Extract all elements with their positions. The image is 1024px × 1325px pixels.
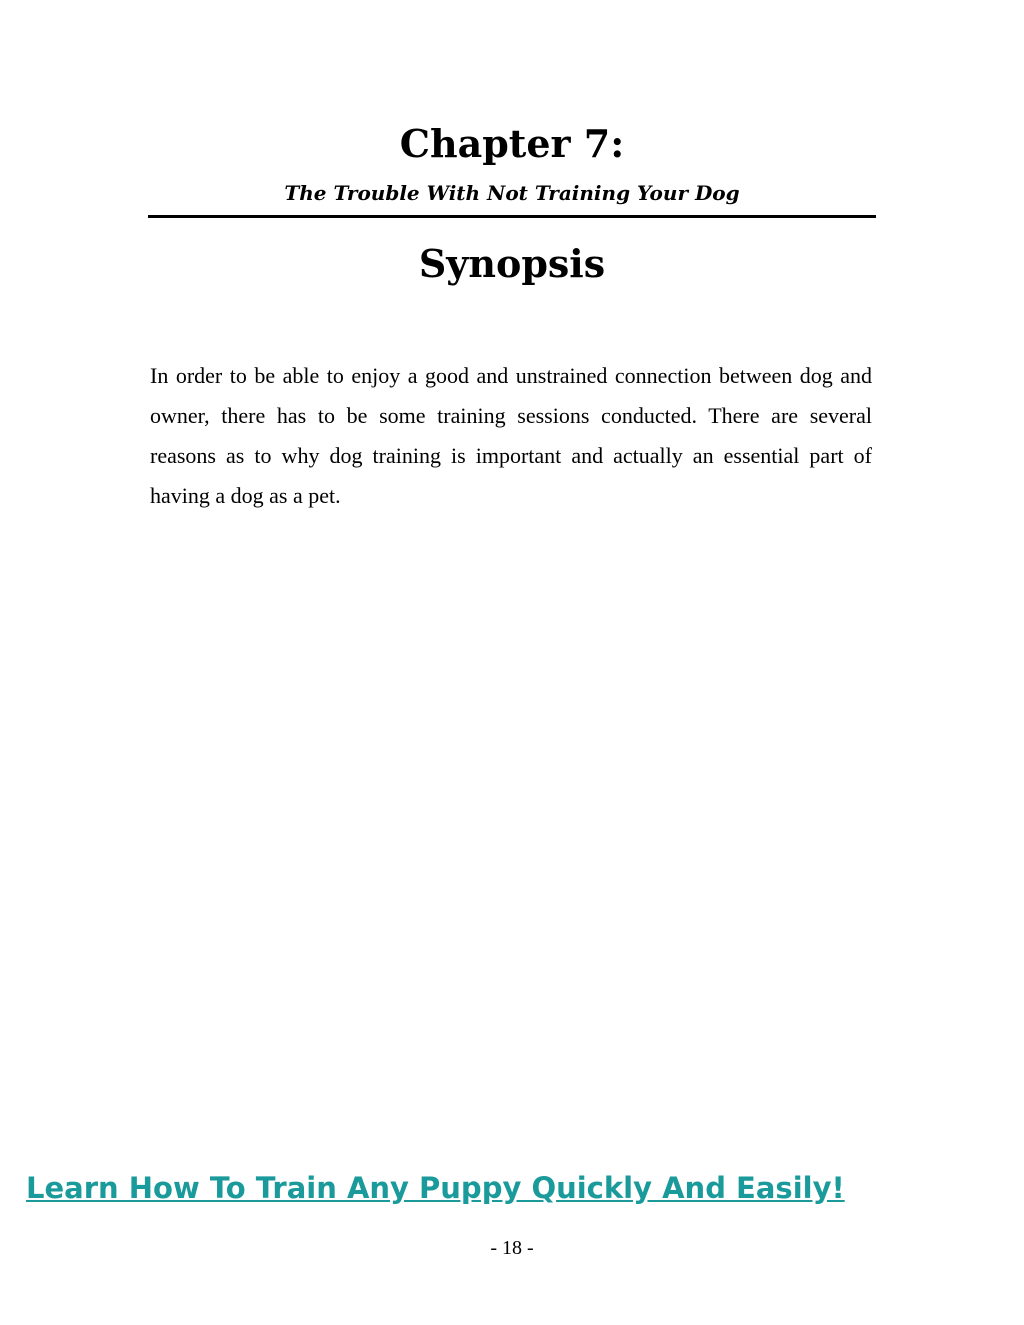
promo-link[interactable]: Learn How To Train Any Puppy Quickly And Easily! [26,1171,845,1205]
page-number: - 18 - [490,1237,534,1259]
heading-divider [148,215,876,218]
section-title: Synopsis [418,241,606,286]
synopsis-paragraph: In order to be able to enjoy a good and unstrained connection between dog and owner, there has to be some training sessions conducted. There are several reasons as to why dog training is important and actually an essential part of having a dog as a pet. [150,363,872,508]
chapter-subtitle: The Trouble With Not Training Your Dog [284,181,740,205]
chapter-title: Chapter 7: [399,121,625,166]
